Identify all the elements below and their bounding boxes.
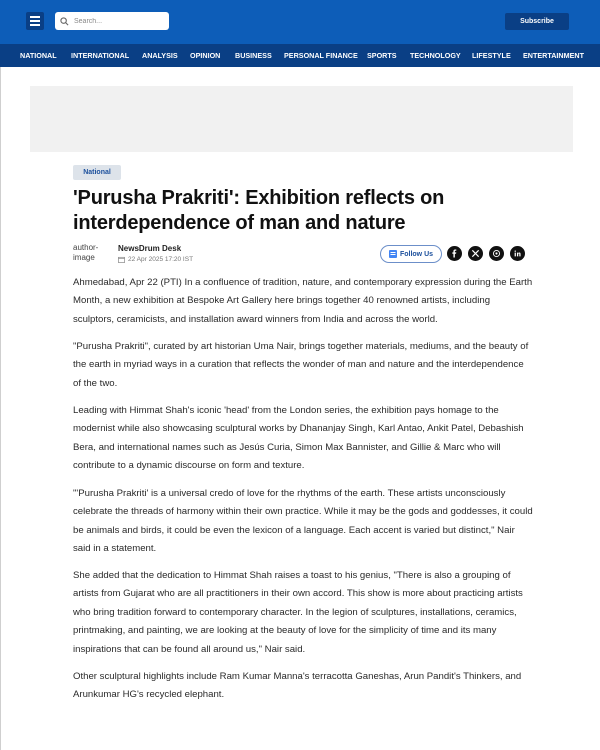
article-paragraph: Ahmedabad, Apr 22 (PTI) In a confluence of tradition, nature, and contemporary expression during the Earth Month, a new exhibition at Bespoke Art Gallery here brings together 40 renowned artists, including sculptors, ceramicists, and installation award winners from India and across the world. [73,277,533,325]
linkedin-icon[interactable] [510,246,525,261]
top-header [0,0,600,44]
search-icon [60,17,69,26]
search-box[interactable] [55,12,169,30]
article-paragraph: Leading with Himmat Shah's iconic 'head' from the London series, the exhibition pays homage to the modernist while also showcasing sculptural works by Dhananjay Singh, Karl Antao, Ankit Patel, Debashish Bera, and international names such as Jesús Curia, Simon Max Bannister, and Gillie & Marc who will contribute to a dynamic discourse on form and texture. [73,405,524,472]
nav-item-technology[interactable]: TECHNOLOGY [410,51,461,60]
hamburger-menu-icon[interactable] [26,12,44,30]
nav-item-business[interactable]: BUSINESS [235,51,272,60]
article-paragraph: "Purusha Prakriti", curated by art historian Uma Nair, brings together materials, mediums, and the beauty of the earth in myriad ways in a curation that reflects the wonder of man and nature and the interdependence of the two. [73,341,529,389]
google-news-icon [389,250,397,258]
article-paragraph: She added that the dedication to Himmat Shah raises a toast to his genius, "There is also a grouping of artists from Gujarat who are all practitioners in their own accord. This show is more about practicing artists who bring tradition forward to contemporary character. In the legion of sculptures, installations, ceramics, printmaking, and painting, we are looking at the beauty of love for the simplicity of time and its many inspirations that can be found all around us," Nair said. [73,570,523,655]
nav-item-national[interactable]: NATIONAL [20,51,57,60]
nav-item-entertainment[interactable]: ENTERTAINMENT [523,51,584,60]
nav-item-personal-finance[interactable]: PERSONAL FINANCE [284,51,358,60]
calendar-icon [118,256,125,263]
publish-date [118,256,193,263]
main-nav [0,44,600,67]
nav-item-international[interactable]: INTERNATIONAL [71,51,130,60]
x-icon[interactable] [468,246,483,261]
search-input[interactable] [74,14,164,28]
nav-item-opinion[interactable]: OPINION [190,51,221,60]
nav-item-sports[interactable]: SPORTS [367,51,397,60]
article-paragraph: Other sculptural highlights include Ram Kumar Manna's terracotta Ganeshas, Arun Pandit's Thinkers, and Arunkumar HG's recycled elephant. [73,671,522,701]
follow-us-button[interactable] [380,245,442,263]
follow-us-label: Follow Us [399,250,434,258]
nav-item-analysis[interactable]: ANALYSIS [142,51,178,60]
page-divider [0,67,1,750]
subscribe-button[interactable]: Subscribe [505,13,569,30]
publish-date-text: 22 Apr 2025 17:20 IST [128,256,194,263]
nav-item-lifestyle[interactable]: LIFESTYLE [472,51,511,60]
article-title: 'Purusha Prakriti': Exhibition reflects on interdependence of man and nature [73,187,445,234]
facebook-icon[interactable] [447,246,462,261]
article-paragraph: "'Purusha Prakriti' is a universal credo of love for the rhythms of the earth. These artists unconsciously celebrate the threads of harmony within their own practice. While it may be the gods and goddesses, it could be animals and birds, it could be even the lexicon of a language. Each accent is varied but distinct," Nair said in a statement. [73,488,533,555]
whatsapp-icon[interactable] [489,246,504,261]
category-badge[interactable]: National [73,165,121,180]
author-avatar: author-image [73,243,99,262]
ad-banner [30,86,573,152]
author-name[interactable]: NewsDrum Desk [118,244,182,253]
